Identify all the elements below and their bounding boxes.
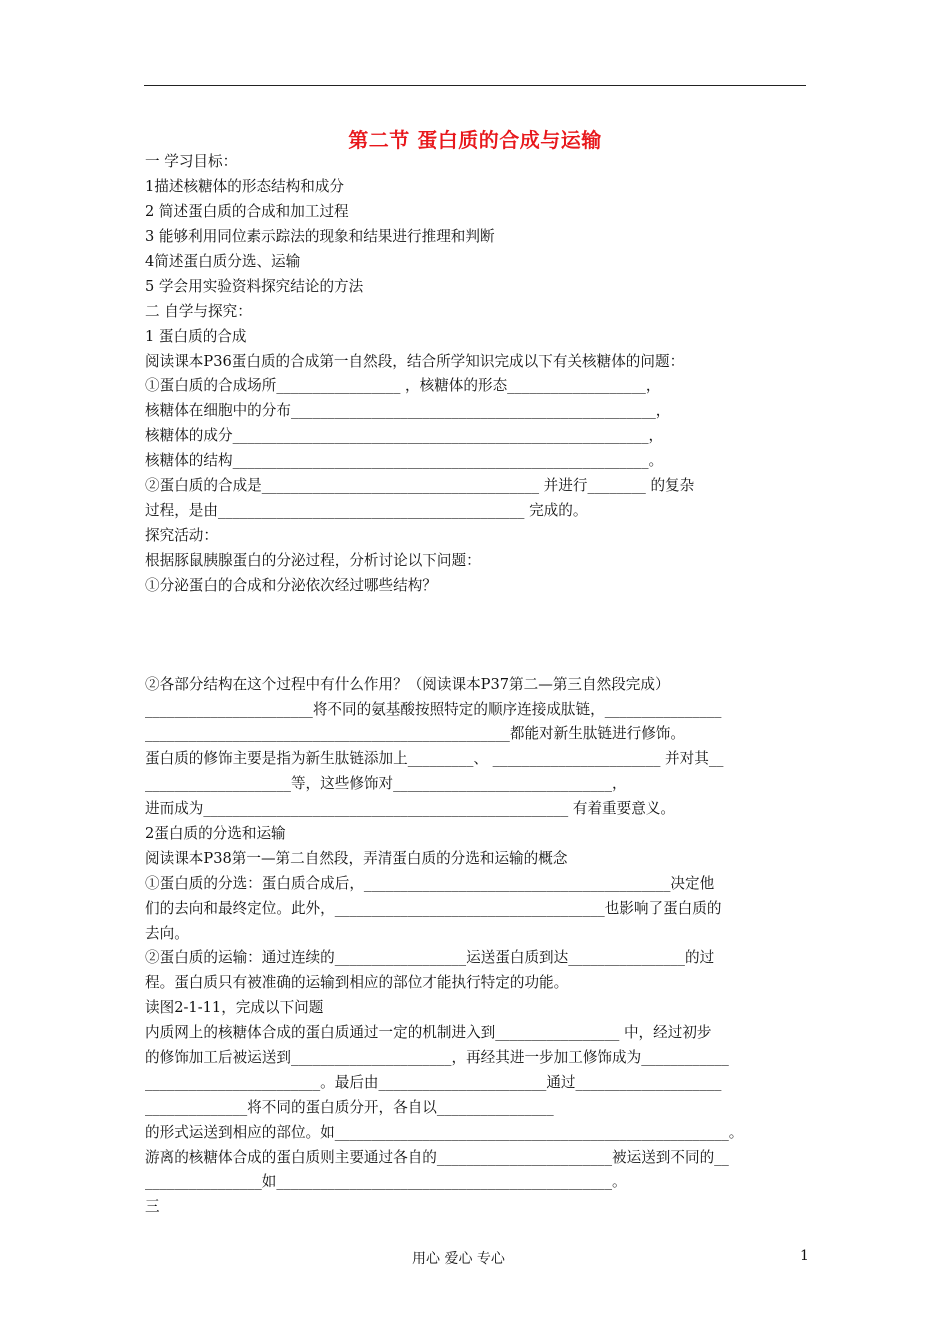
text-line: ②蛋白质的合成是______________________________________ 并进行________ 的复杂 xyxy=(145,477,695,494)
text-line: 4简述蛋白质分选、运输 xyxy=(145,253,301,270)
text-line: 2 简述蛋白质的合成和加工过程 xyxy=(145,203,349,220)
text-line: 的形式运送到相应的部位。如______________________________________________________。 xyxy=(145,1124,744,1141)
text-line: 5 学会用实验资料探究结论的方法 xyxy=(145,278,364,295)
text-line: ①分泌蛋白的合成和分泌依次经过哪些结构？ xyxy=(145,577,437,594)
text-line: 读图2-1-11，完成以下问题 xyxy=(145,999,324,1016)
text-line: 们的去向和最终定位。此外，_____________________________________也影响了蛋白质的 xyxy=(145,900,722,917)
text-line: _______________________将不同的氨基酸按照特定的顺序连接成肽链，________________ xyxy=(145,701,722,718)
text-line: 阅读课本P38第一—第二自然段，弄清蛋白质的分选和运输的概念 xyxy=(145,850,568,867)
text-line: 根据豚鼠胰腺蛋白的分泌过程，分析讨论以下问题： xyxy=(145,552,481,569)
text-line: 一 学习目标： xyxy=(145,153,238,170)
text-line: 3 能够利用同位素示踪法的现象和结果进行推理和判断 xyxy=(145,228,495,245)
text-line: ①蛋白质的合成场所_________________ ，核糖体的形态___________________， xyxy=(145,377,661,394)
text-line: 二 自学与探究： xyxy=(145,303,252,320)
text-line: 1描述核糖体的形态结构和成分 xyxy=(145,178,345,195)
text-line: 三 xyxy=(145,1198,160,1215)
text-line: 程。蛋白质只有被准确的运输到相应的部位才能执行特定的功能。 xyxy=(145,974,569,991)
text-line: ①蛋白质的分选：蛋白质合成后，__________________________________________决定他 xyxy=(145,875,715,892)
text-line: 探究活动： xyxy=(145,527,218,544)
text-line: 的修饰加工后被运送到______________________，再经其进一步加工修饰成为____________ xyxy=(145,1049,729,1066)
text-line: 进而成为__________________________________________________ 有着重要意义。 xyxy=(145,800,676,817)
text-line: ________________如______________________________________________。 xyxy=(145,1173,627,1190)
text-line: 蛋白质的修饰主要是指为新生肽链添加上_________、 _______________________ 并对其__ xyxy=(145,750,724,767)
text-line: 核糖体的结构_________________________________________________________。 xyxy=(145,452,664,469)
text-line: __________________________________________________都能对新生肽链进行修饰。 xyxy=(145,725,685,742)
text-line: 阅读课本P36蛋白质的合成第一自然段，结合所学知识完成以下有关核糖体的问题： xyxy=(145,353,685,370)
text-line: 2蛋白质的分选和运输 xyxy=(145,825,286,842)
text-line: 核糖体的成分_________________________________________________________， xyxy=(145,427,664,444)
text-line: 游离的核糖体合成的蛋白质则主要通过各自的________________________被运送到不同的__ xyxy=(145,1149,729,1166)
footer-text: 用心 爱心 专心 xyxy=(412,1251,505,1267)
page-title: 第二节 蛋白质的合成与运输 xyxy=(348,128,602,152)
text-line: 内质网上的核糖体合成的蛋白质通过一定的机制进入到_________________ 中，经过初步 xyxy=(145,1024,712,1041)
text-line: 去向。 xyxy=(145,925,189,942)
text-line: ②蛋白质的运输：通过连续的__________________运送蛋白质到达________________的过 xyxy=(145,949,715,966)
text-line: 1 蛋白质的合成 xyxy=(145,328,247,345)
header-rule xyxy=(144,85,806,86)
page-number: 1 xyxy=(800,1248,809,1264)
text-line: ________________________。最后由_______________________通过____________________ xyxy=(145,1074,722,1091)
text-line: ②各部分结构在这个过程中有什么作用？（阅读课本P37第二—第三自然段完成） xyxy=(145,676,670,693)
text-line: 核糖体在细胞中的分布__________________________________________________， xyxy=(145,402,671,419)
text-line: 过程，是由__________________________________________ 完成的。 xyxy=(145,502,588,519)
text-line: ______________将不同的蛋白质分开，各自以________________ xyxy=(145,1099,554,1116)
text-line: ____________________等，这些修饰对______________________________， xyxy=(145,775,627,792)
